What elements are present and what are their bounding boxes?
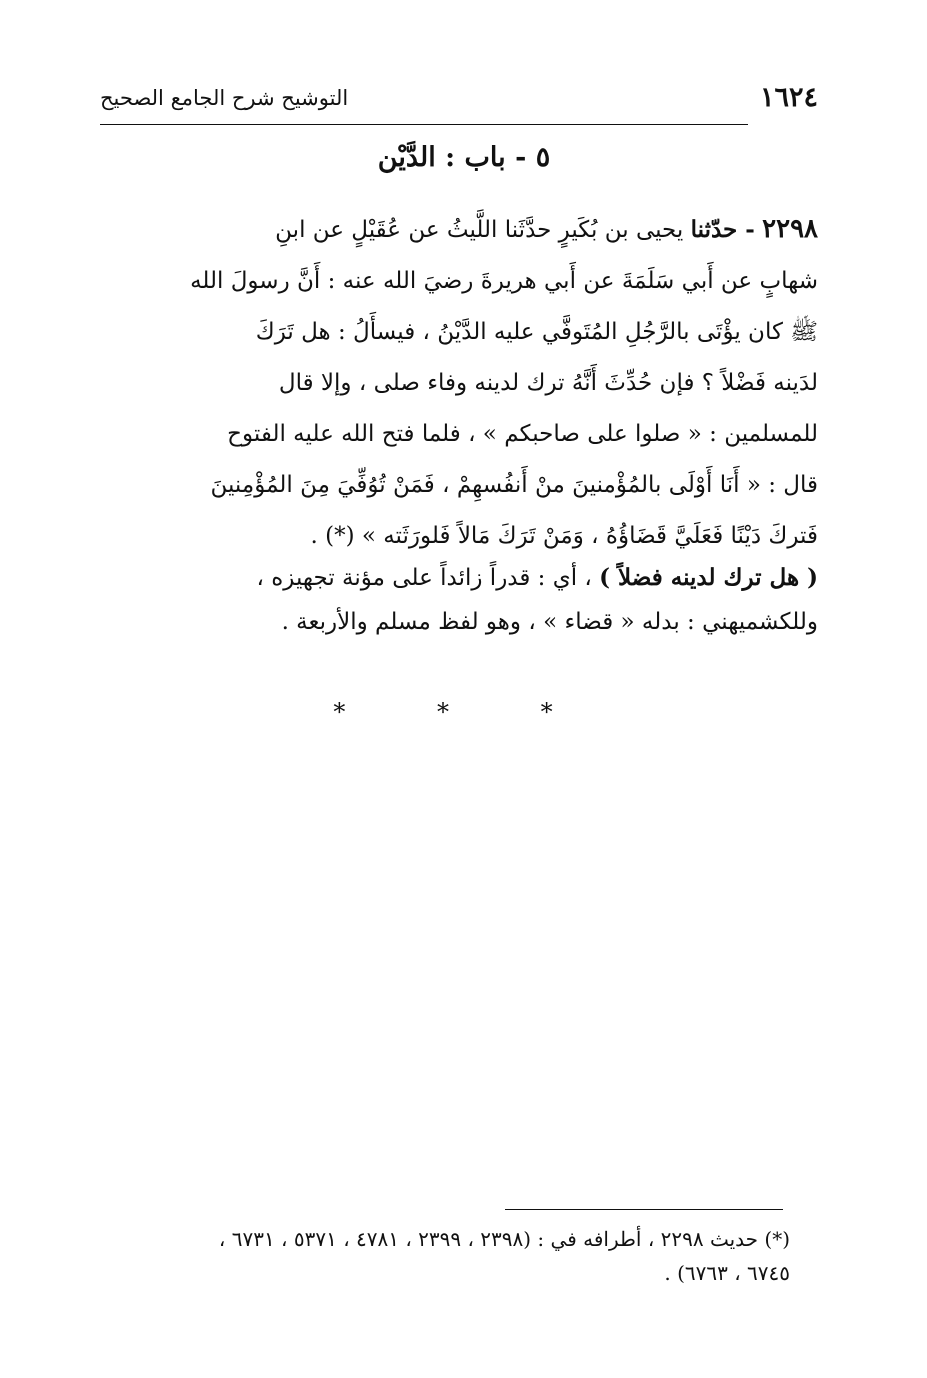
hadith-line (104, 204, 818, 256)
commentary-quote: ( هل ترك لدينه فضلاً ) (599, 564, 818, 591)
hadith-text (104, 204, 818, 562)
section-separator: * * * (333, 698, 595, 726)
hadith-line: قال : « أَنَا أَوْلَى بالمُؤْمنينَ منْ أَنفُسهِمْ ، فَمَنْ تُوُفِّيَ مِنَ المُؤْمِنينَ (210, 472, 818, 498)
hadith-line: شهابٍ عن أَبي سَلَمَةَ عن أَبي هريرةَ رضيَ الله عنه : أَنَّ رسولَ الله (190, 268, 818, 294)
hadith-lead: - حدّثنا (690, 216, 755, 243)
hadith-line: ﷺ كان يؤْتَى بالرَّجُلِ المُتَوفَّي عليه الدَّيْنُ ، فيسأَلُ : هل تَرَكَ (255, 319, 818, 345)
footnote-line: (*) حديث ٢٢٩٨ ، أطرافه في : (٢٣٩٨ ، ٢٣٩٩ ، ٤٧٨١ ، ٥٣٧١ ، ٦٧٣١ ، (218, 1227, 790, 1251)
footnote (100, 1222, 790, 1290)
hadith-line: للمسلمين : « صلوا على صاحبكم » ، فلما فتح الله عليه الفتوح (227, 421, 818, 447)
hadith-line: فَتركَ دَيْنًا فَعَلَيَّ قَضَاؤُهُ ، وَمَنْ تَرَكَ مَالاً فَلورَثَته » (*) . (310, 523, 818, 549)
commentary-line: وللكشميهني : بدله « قضاء » ، وهو لفظ مسلم والأربعة . (281, 609, 818, 635)
commentary-line (104, 556, 818, 600)
page-number: ١٦٢٤ (759, 82, 818, 113)
commentary-line-text: ، أي : قدراً زائداً على مؤنة تجهيزه ، (256, 565, 600, 591)
running-header (100, 78, 818, 126)
book-title: التوشيح شرح الجامع الصحيح (100, 86, 349, 110)
hadith-line-text: يحيى بن بُكَيرٍ حدَّثَنا اللَّيثُ عن عُقَيْلٍ عن ابنِ (275, 217, 691, 243)
hadith-line: لدَينه فَضْلاً ؟ فإن حُدِّثَ أَنَّهُ ترك لدينه وفاء صلى ، وإلا قال (278, 370, 818, 396)
footnote-rule (505, 1209, 783, 1210)
hadith-number: ٢٢٩٨ (762, 214, 818, 244)
commentary-text (104, 556, 818, 644)
footnote-line: ٦٧٤٥ ، ٦٧٦٣) . (664, 1261, 790, 1285)
chapter-heading: ٥ - باب : الدَّيْن (377, 142, 551, 173)
header-rule (100, 124, 748, 125)
